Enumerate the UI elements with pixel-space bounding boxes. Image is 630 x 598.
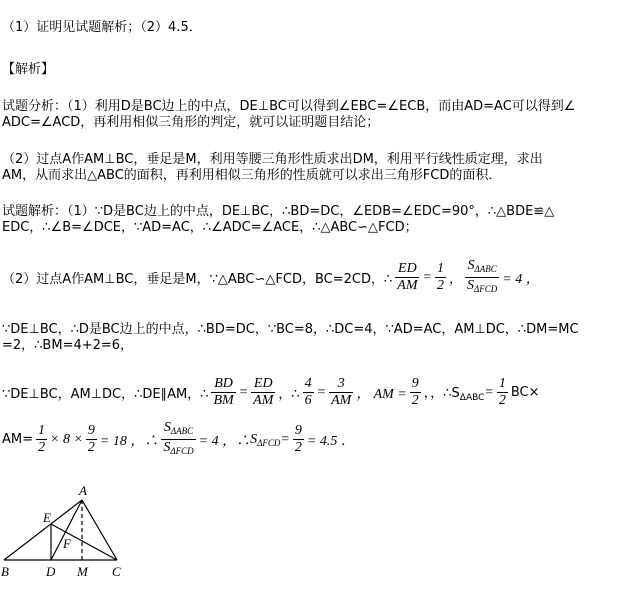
solution-line-5: ∵DE⊥BC，∴D是BC边上的中点，∴BD=DC，∵BC=8，∴DC=4，∵AD=AC，AM⊥DC，∴DM=MC: [2, 322, 579, 337]
analysis-line-4: AM，从而求出△ABC的面积，再利用相似三角形的性质就可以求出三角形FCD的面积．: [2, 168, 502, 183]
section-label: 【解析】: [2, 62, 55, 77]
analysis-line-1: 试题分析：（1）利用D是BC边上的中点，DE⊥BC可以得到∠EBC=∠ECB，而由AD=AC可以得到∠: [2, 99, 576, 114]
fraction-4-6: $\frac{4}{6}$: [304, 376, 312, 408]
analysis-line-2: ADC=∠ACD，再利用相似三角形的判定，就可以证明题目结论；: [2, 115, 380, 130]
ratio-result: = 4 ，: [502, 271, 540, 287]
part3-text: ∵DE⊥BC，AM⊥DC，∴DE∥AM，∴: [2, 387, 209, 402]
fraction-ed-am: $\frac{ED}{AM}$: [397, 261, 418, 293]
equals-sign: =: [484, 384, 494, 400]
label-b: B: [1, 564, 9, 579]
times-8: × 8 ×: [50, 431, 83, 447]
fraction-9-2: $\frac{9}{2}$: [87, 423, 95, 455]
fraction-ed-am: $\frac{ED}{AM}$: [253, 376, 274, 408]
final-answer: = 4.5 ．: [306, 433, 355, 449]
fraction-one-half: $\frac{1}{2}$: [436, 261, 444, 293]
equals-18: = 18 ，∴: [99, 433, 159, 449]
label-e: E: [43, 510, 51, 525]
label-c: C: [112, 564, 121, 579]
solution-line-6: =2，∴BM=4+2=6，: [2, 338, 134, 353]
fraction-one-half: $\frac{1}{2}$: [498, 376, 506, 408]
area-fcd-label: $S_{\Delta FCD}$: [250, 431, 281, 448]
label-a: A: [79, 483, 87, 498]
geometry-figure: [0, 470, 140, 598]
solution-line-1: 试题解析：（1）∵D是BC边上的中点，DE⊥BC，∴BD=DC，∠EDB=∠EDC=90°，∴△BDE≌△: [2, 204, 555, 219]
solution-part2-row: [2, 258, 540, 297]
answer-line: （1）证明见试题解析；（2）4.5．: [2, 20, 202, 35]
fraction-9-2: $\frac{9}{2}$: [411, 376, 419, 408]
label-d: D: [46, 564, 56, 579]
fraction-area-ratio: $\frac{S_{\Delta ABC}}{S_{\Delta FCD}}$: [466, 258, 498, 294]
solution-line-2: EDC，∴∠B=∠DCE，∵AD=AC，∴∠ADC=∠ACE，∴△ABC∽△FCD；: [2, 220, 418, 235]
part2-text: （2）过点A作AM⊥BC，垂足是M，∵△ABC∽△FCD，BC=2CD，∴: [2, 272, 393, 287]
fraction-area-ratio: $\frac{S_{\Delta ABC}}{S_{\Delta FCD}}$: [163, 420, 194, 456]
equals-sign: =: [316, 384, 327, 400]
equals-sign: =: [238, 384, 249, 400]
analysis-line-3: （2）过点A作AM⊥BC，垂足是M，利用等腰三角形性质求出DM，利用平行线性质定理，求出: [2, 152, 543, 167]
am-equals: AM=: [2, 432, 34, 447]
label-f: F: [63, 536, 71, 551]
fraction-bd-bm: $\frac{BD}{BM}$: [213, 376, 234, 408]
segment-ab: [4, 500, 82, 560]
segment-ad: [51, 500, 82, 560]
solution-part3-row: [2, 376, 540, 409]
am-equals: ， AM =: [356, 386, 407, 402]
fraction-3-am: $\frac{3}{AM}$: [331, 376, 352, 408]
fraction-one-half: $\frac{1}{2}$: [38, 423, 46, 455]
bc-times: BC×: [510, 385, 540, 400]
fraction-9-2: $\frac{9}{2}$: [294, 423, 302, 455]
equals-sign: =: [422, 269, 432, 285]
label-m: M: [77, 564, 88, 579]
equals-4: = 4 ，∴: [198, 433, 251, 449]
equals-sign: =: [280, 431, 290, 447]
comma: ，: [448, 272, 462, 287]
area-abc-label: ，，$\therefore S_{\Delta ABC}$: [423, 386, 485, 403]
solution-part4-row: [2, 420, 355, 459]
therefore-text: ，∴: [278, 387, 300, 402]
